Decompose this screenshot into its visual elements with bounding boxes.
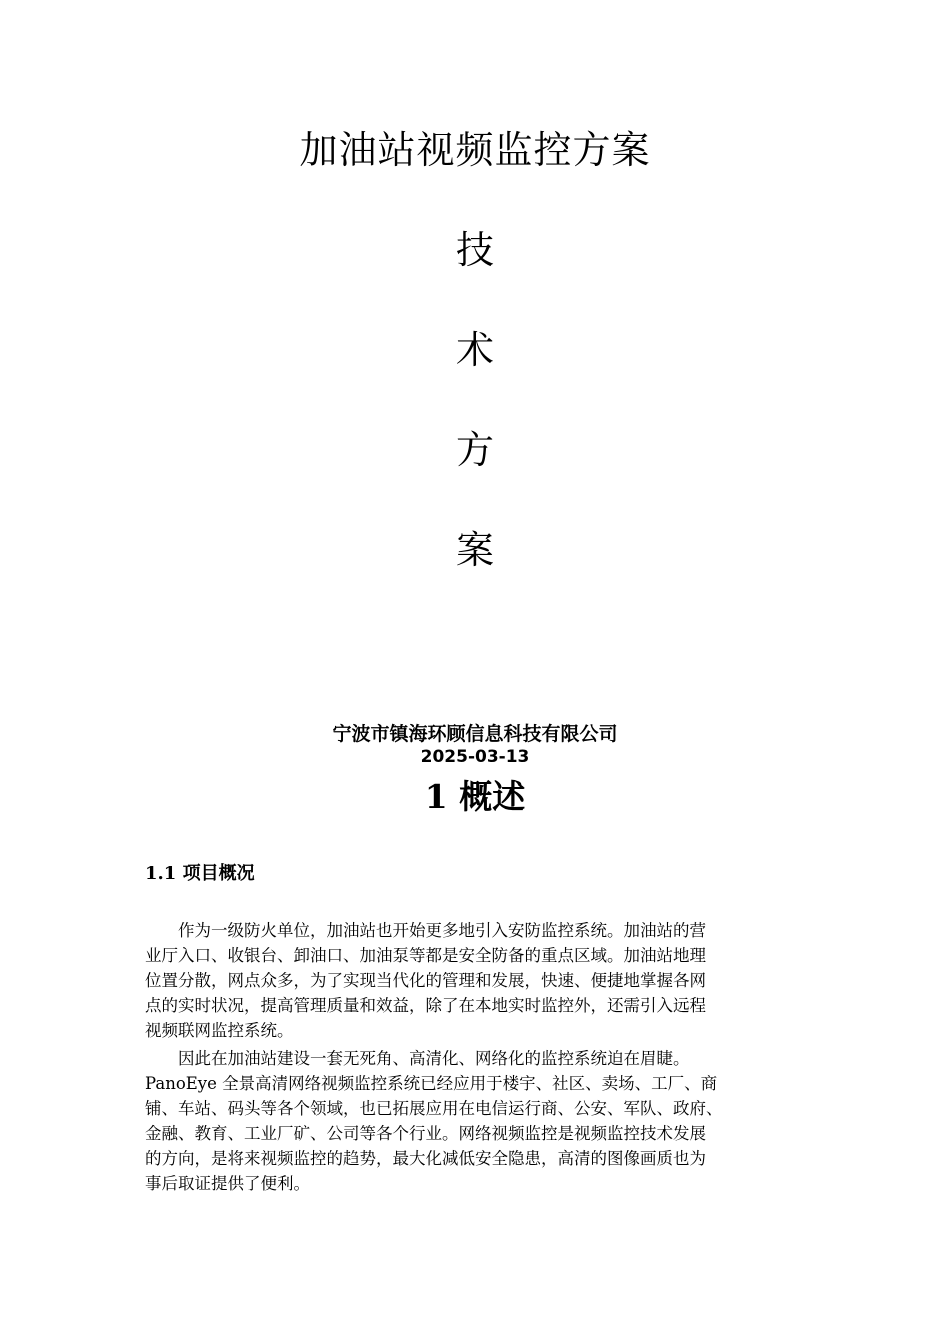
paragraph-2-line-1: 因此在加油站建设一套无死角、高清化、网络化的监控系统迫在眉睫。	[178, 1049, 690, 1068]
cover-vertical-char-2: 术	[455, 328, 494, 372]
section-heading: 1.1 项目概况	[145, 863, 255, 884]
paragraph-2-line-5: 的方向，是将来视频监控的趋势，最大化减低安全隐患，高清的图像画质也为	[145, 1149, 706, 1168]
paragraph-1-line-5: 视频联网监控系统。	[145, 1021, 294, 1040]
paragraph-2-line-2: PanoEye 全景高清网络视频监控系统已经应用于楼宇、社区、卖场、工厂、商	[145, 1074, 718, 1093]
paragraph-2-line-3: 铺、车站、码头等各个领域，也已拓展应用在电信运行商、公安、军队、政府、	[145, 1099, 723, 1118]
document-date: 2025-03-13	[420, 747, 530, 767]
paragraph-1-line-3: 位置分散，网点众多，为了实现当代化的管理和发展，快速、便捷地掌握各网	[145, 971, 706, 990]
company-name: 宁波市镇海环顾信息科技有限公司	[332, 723, 618, 745]
paragraph-1-line-2: 业厅入口、收银台、卸油口、加油泵等都是安全防备的重点区域。加油站地理	[145, 946, 706, 965]
paragraph-2	[145, 1046, 810, 1196]
paragraph-2-line-6: 事后取证提供了便利。	[145, 1174, 310, 1193]
cover-vertical-char-3: 方	[455, 428, 494, 472]
cover-vertical-char-4: 案	[455, 528, 494, 572]
paragraph-1-line-1: 作为一级防火单位，加油站也开始更多地引入安防监控系统。加油站的营	[178, 921, 706, 940]
cover-vertical-char-1: 技	[455, 228, 494, 272]
paragraph-2-line-4: 金融、教育、工业厂矿、公司等各个行业。网络视频监控是视频监控技术发展	[145, 1124, 706, 1143]
cover-title: 加油站视频监控方案	[299, 128, 651, 172]
chapter-heading: 1 概述	[424, 777, 526, 816]
paragraph-1-line-4: 点的实时状况，提高管理质量和效益，除了在本地实时监控外，还需引入远程	[145, 996, 706, 1015]
paragraph-1	[145, 918, 810, 1043]
